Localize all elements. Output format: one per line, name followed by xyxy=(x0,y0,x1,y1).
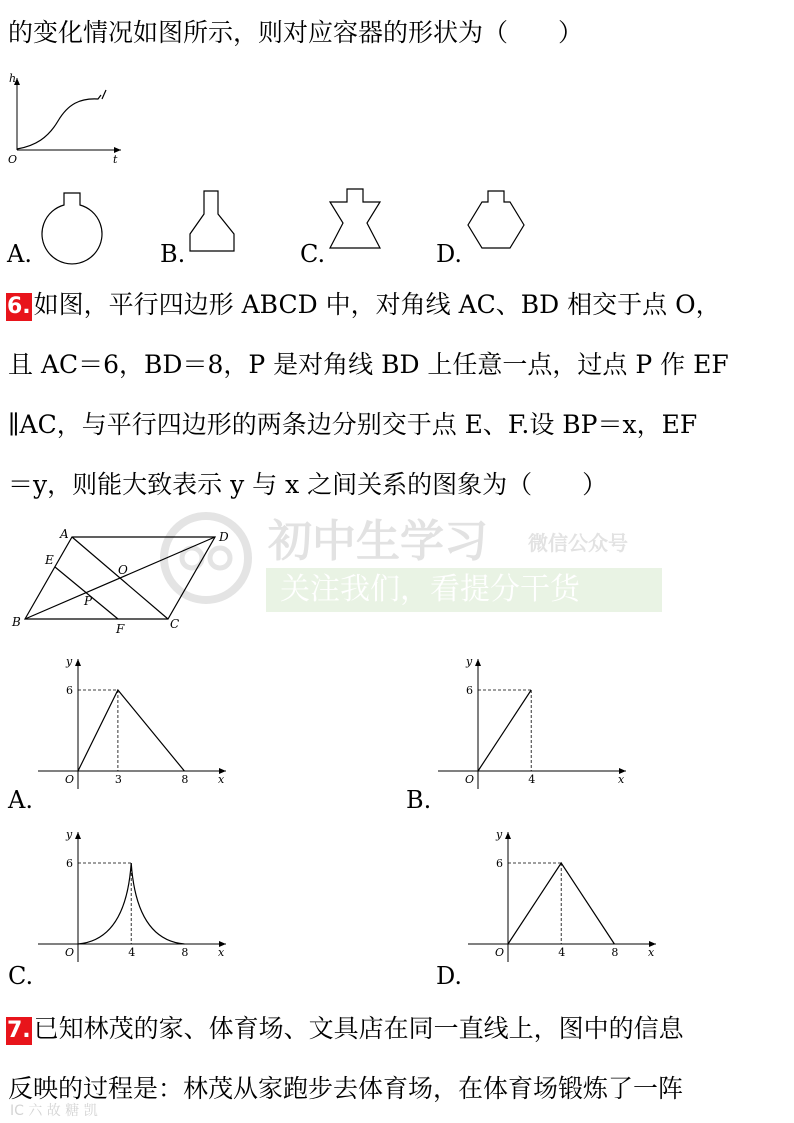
q7-number-badge: 7. xyxy=(7,1018,31,1043)
watermark-brand: 初中生学习 xyxy=(268,516,488,567)
q7-stem-line-1: 7. 已知林茂的家、体育场、文具店在同一直线上，图中的信息 xyxy=(7,1014,684,1043)
container-option-a xyxy=(40,186,104,260)
q6-stem-line-2: 且 AC＝6，BD＝8，P 是对角线 BD 上任意一点，过点 P 作 EF xyxy=(8,350,729,379)
x-tick-label: 4 xyxy=(558,946,566,959)
y-tick-label: 6 xyxy=(66,857,73,870)
q7-stem-line-2: 反映的过程是：林茂从家跑步去体育场，在体育场锻炼了一阵 xyxy=(8,1074,684,1103)
y-tick-label: 6 xyxy=(466,684,473,697)
function-curve xyxy=(78,690,184,771)
q6-stem-line-3: ∥AC，与平行四边形的两条边分别交于点 E、F.设 BP＝x，EF xyxy=(8,410,698,439)
x-tick-label: 8 xyxy=(611,946,619,959)
container-option-b xyxy=(188,188,244,256)
option-b-label[interactable]: B. xyxy=(160,240,186,268)
x-tick-label: 4 xyxy=(128,946,136,959)
y-axis-arrow xyxy=(75,832,81,839)
x-axis-label: x xyxy=(618,773,625,786)
point-d-label: D xyxy=(219,530,229,544)
graph-option-c-label[interactable]: C. xyxy=(8,962,34,990)
y-axis-label: y xyxy=(496,828,503,841)
origin-label: O xyxy=(65,773,75,786)
y-axis-label: y xyxy=(466,655,473,668)
watermark-brand-sub: 微信公众号 xyxy=(528,531,628,555)
q6-stem-line-1: 6. 如图，平行四边形 ABCD 中，对角线 AC、BD 相交于点 O， xyxy=(7,290,721,319)
graph-option-d-label[interactable]: D. xyxy=(436,962,463,990)
origin-label: O xyxy=(65,946,75,959)
q5-stem-tail: 的变化情况如图所示，则对应容器的形状为（ ） xyxy=(8,18,584,47)
point-p-label: P xyxy=(84,594,93,608)
point-f-label: F xyxy=(116,622,125,636)
graph-option-b xyxy=(436,655,636,790)
function-curve xyxy=(478,690,531,771)
x-axis-label: x xyxy=(648,946,655,959)
origin-label: O xyxy=(495,946,505,959)
graph-option-a xyxy=(36,655,236,790)
q6-number-badge: 6. xyxy=(7,294,31,319)
parallelogram-figure xyxy=(0,520,250,645)
x-tick-label: 3 xyxy=(114,773,122,786)
x-axis-label: x xyxy=(218,946,225,959)
graph-option-d xyxy=(466,828,666,963)
point-c-label: C xyxy=(170,617,180,631)
option-d-label[interactable]: D. xyxy=(436,240,463,268)
y-axis-label: y xyxy=(66,655,73,668)
x-axis-label: x xyxy=(218,773,225,786)
x-tick-label: 8 xyxy=(181,946,189,959)
y-axis-arrow xyxy=(75,659,81,666)
watermark-corner: IC 六 故 糖 凯 xyxy=(10,1103,98,1119)
q5-origin-label: O xyxy=(8,153,18,166)
y-tick-label: 6 xyxy=(66,684,73,697)
q5-y-label: h xyxy=(9,72,17,85)
graph-option-a-label[interactable]: A. xyxy=(8,786,33,814)
y-axis-arrow xyxy=(475,659,481,666)
y-axis-label: y xyxy=(66,828,73,841)
point-b-label: B xyxy=(12,615,21,629)
q6-stem-line-4: ＝y，则能大致表示 y 与 x 之间关系的图象为（ ） xyxy=(8,470,608,499)
x-tick-label: 4 xyxy=(528,773,536,786)
container-option-c xyxy=(325,186,385,256)
x-tick-label: 8 xyxy=(181,773,189,786)
y-axis-arrow xyxy=(505,832,511,839)
y-tick-label: 6 xyxy=(496,857,503,870)
q5-x-label: t xyxy=(113,153,118,166)
point-e-label: E xyxy=(45,553,54,567)
graph-option-b-label[interactable]: B. xyxy=(406,786,432,814)
point-o-label: O xyxy=(118,563,128,577)
watermark-slogan: 关注我们，看提分干货 xyxy=(266,568,662,612)
option-a-label[interactable]: A. xyxy=(7,240,32,268)
container-option-d xyxy=(462,188,530,260)
origin-label: O xyxy=(465,773,475,786)
point-a-label: A xyxy=(60,527,69,541)
q5-graph xyxy=(0,66,130,170)
graph-option-c xyxy=(36,828,236,963)
option-c-label[interactable]: C. xyxy=(300,240,326,268)
